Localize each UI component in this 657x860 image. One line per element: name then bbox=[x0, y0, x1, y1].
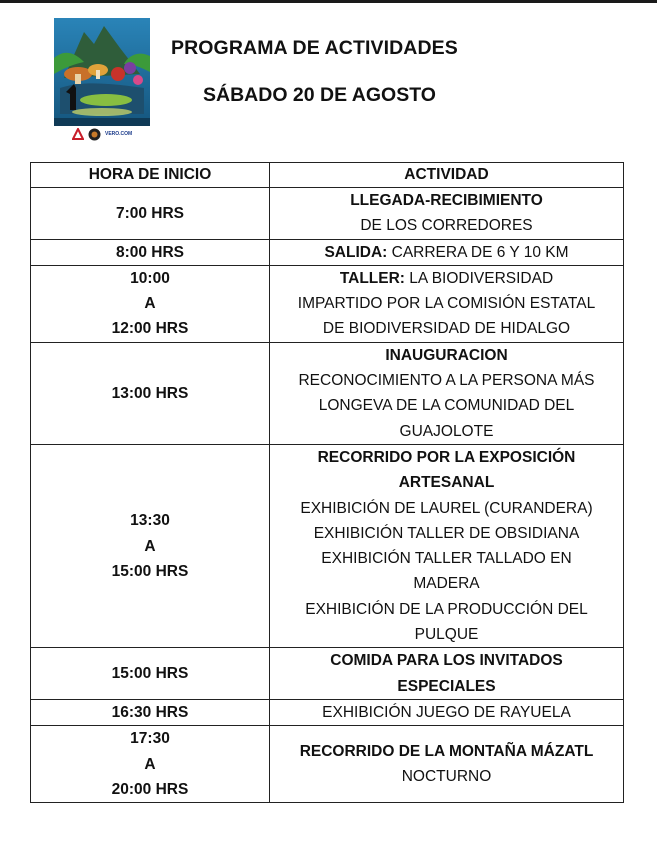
event-logo-icon bbox=[54, 18, 150, 126]
activity-line bbox=[274, 764, 619, 789]
activity-line bbox=[274, 521, 619, 546]
activity-bold-text: INAUGURACION bbox=[385, 346, 508, 364]
time-cell bbox=[31, 342, 270, 444]
top-rule bbox=[0, 0, 657, 3]
activity-line bbox=[274, 368, 619, 393]
activity-text: LONGEVA DE LA COMUNIDAD DEL bbox=[318, 397, 575, 415]
table-row bbox=[31, 726, 624, 803]
activity-text: PULQUE bbox=[414, 626, 479, 644]
activity-cell bbox=[270, 342, 624, 444]
time-line: 7:00 HRS bbox=[115, 204, 185, 222]
time-line: 15:00 HRS bbox=[111, 664, 189, 682]
column-header-activity: ACTIVIDAD bbox=[270, 163, 624, 188]
table-row bbox=[31, 648, 624, 700]
activity-text: EXHIBICIÓN DE LA PRODUCCIÓN DEL bbox=[305, 600, 588, 618]
column-header-time: HORA DE INICIO bbox=[31, 163, 270, 188]
sponsor-logo-icon bbox=[72, 128, 84, 140]
event-logo bbox=[54, 18, 150, 142]
activity-bold-text: RECORRIDO DE LA MONTAÑA MÁZATL bbox=[299, 742, 594, 760]
activity-schedule-table bbox=[30, 162, 624, 803]
time-cell bbox=[31, 444, 270, 647]
time-line: 15:00 HRS bbox=[111, 562, 189, 580]
activity-text: GUAJOLOTE bbox=[399, 422, 494, 440]
activity-text: EXHIBICIÓN DE LAUREL (CURANDERA) bbox=[300, 499, 593, 517]
activity-bold-text: COMIDA PARA LOS INVITADOS bbox=[330, 652, 563, 670]
activity-cell bbox=[270, 699, 624, 725]
activity-cell bbox=[270, 265, 624, 342]
activity-line bbox=[274, 188, 619, 213]
table-row bbox=[31, 265, 624, 342]
activity-line bbox=[274, 419, 619, 444]
activity-text: DE BIODIVERSIDAD DE HIDALGO bbox=[322, 320, 571, 338]
activity-cell bbox=[270, 648, 624, 700]
time-line: 17:30 bbox=[130, 730, 170, 748]
activity-bold-text: ARTESANAL bbox=[398, 474, 495, 492]
activity-line bbox=[274, 546, 619, 571]
activity-bold-text: RECORRIDO POR LA EXPOSICIÓN bbox=[317, 448, 576, 466]
table-row bbox=[31, 342, 624, 444]
time-line: A bbox=[144, 755, 156, 773]
time-cell bbox=[31, 188, 270, 240]
table-header-row bbox=[31, 163, 624, 188]
time-line: A bbox=[144, 295, 156, 313]
activity-line bbox=[274, 213, 619, 238]
activity-bold-text: TALLER: bbox=[339, 269, 405, 287]
time-line: 13:00 HRS bbox=[111, 384, 189, 402]
activity-line bbox=[274, 622, 619, 647]
time-line: 13:30 bbox=[130, 512, 170, 530]
activity-text: RECONOCIMIENTO A LA PERSONA MÁS bbox=[298, 372, 595, 390]
activity-line bbox=[274, 700, 619, 725]
time-line: 16:30 HRS bbox=[111, 703, 189, 721]
time-cell bbox=[31, 699, 270, 725]
activity-line bbox=[274, 648, 619, 673]
time-cell bbox=[31, 726, 270, 803]
sponsor-label: VERO.COM bbox=[105, 130, 133, 137]
activity-text: NOCTURNO bbox=[401, 768, 492, 786]
time-line: 10:00 bbox=[130, 269, 170, 287]
activity-text: LA BIODIVERSIDAD bbox=[404, 269, 554, 287]
page-subtitle: SÁBADO 20 DE AGOSTO bbox=[203, 84, 436, 106]
activity-line bbox=[274, 266, 619, 291]
activity-text: MADERA bbox=[413, 575, 480, 593]
time-line: 20:00 HRS bbox=[111, 780, 189, 798]
time-line: A bbox=[144, 537, 156, 555]
time-line: 8:00 HRS bbox=[115, 243, 185, 261]
activity-bold-text: SALIDA: bbox=[324, 243, 388, 261]
table-row bbox=[31, 699, 624, 725]
activity-line bbox=[274, 496, 619, 521]
activity-line bbox=[274, 445, 619, 470]
activity-line bbox=[274, 674, 619, 699]
activity-text: EXHIBICIÓN TALLER TALLADO EN bbox=[321, 550, 572, 568]
page-title: PROGRAMA DE ACTIVIDADES bbox=[171, 37, 458, 59]
time-cell bbox=[31, 239, 270, 265]
activity-text: EXHIBICIÓN JUEGO DE RAYUELA bbox=[322, 703, 571, 721]
activity-bold-text: ESPECIALES bbox=[397, 677, 496, 695]
activity-text: DE LOS CORREDORES bbox=[360, 217, 533, 235]
sponsor-seal-icon bbox=[88, 128, 101, 141]
sponsor-logos bbox=[72, 127, 142, 141]
activity-line bbox=[274, 571, 619, 596]
time-cell bbox=[31, 648, 270, 700]
activity-line bbox=[274, 739, 619, 764]
activity-cell bbox=[270, 239, 624, 265]
activity-cell bbox=[270, 726, 624, 803]
activity-cell bbox=[270, 188, 624, 240]
activity-line bbox=[274, 291, 619, 316]
time-cell bbox=[31, 265, 270, 342]
activity-line bbox=[274, 597, 619, 622]
activity-line bbox=[274, 343, 619, 368]
activity-line bbox=[274, 393, 619, 418]
activity-line bbox=[274, 240, 619, 265]
activity-line bbox=[274, 470, 619, 495]
activity-text: CARRERA DE 6 Y 10 KM bbox=[387, 243, 569, 261]
activity-text: IMPARTIDO POR LA COMISIÓN ESTATAL bbox=[297, 295, 596, 313]
table-row bbox=[31, 444, 624, 647]
table-row bbox=[31, 188, 624, 240]
activity-line bbox=[274, 316, 619, 341]
time-line: 12:00 HRS bbox=[111, 320, 189, 338]
activity-cell bbox=[270, 444, 624, 647]
activity-text: EXHIBICIÓN TALLER DE OBSIDIANA bbox=[313, 524, 580, 542]
activity-bold-text: LLEGADA-RECIBIMIENTO bbox=[350, 192, 543, 209]
table-row bbox=[31, 239, 624, 265]
